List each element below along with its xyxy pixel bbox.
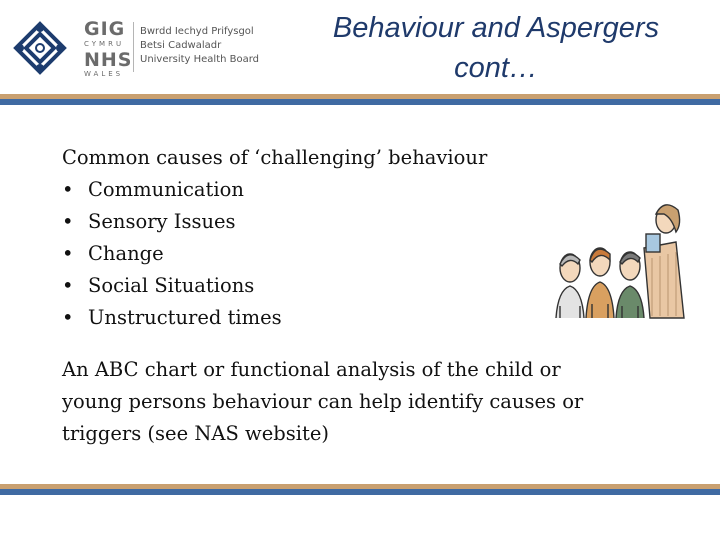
list-item: • Communication	[62, 174, 622, 206]
celtic-knot-logo-icon	[12, 20, 68, 76]
organisation-name	[140, 25, 259, 67]
causes-list	[62, 174, 622, 334]
slide-title	[290, 8, 702, 88]
list-item: • Change	[62, 238, 622, 270]
list-item: • Social Situations	[62, 270, 622, 302]
list-item: • Unstructured times	[62, 302, 622, 334]
teacher-figure	[644, 205, 684, 318]
org-line-2: Betsi Cadwaladr	[140, 40, 222, 51]
footer-divider-blue	[0, 489, 720, 495]
logo-nhs: NHS	[84, 49, 133, 71]
abc-chart-paragraph: An ABC chart or functional analysis of the child or young persons behaviour can help identify causes or triggers (see NAS website)	[62, 358, 584, 445]
gig-nhs-wordmark	[84, 20, 133, 78]
child-figure-2	[586, 248, 614, 318]
child-figure-3	[616, 252, 644, 318]
org-line-1: Bwrdd Iechyd Prifysgol	[140, 26, 254, 37]
classroom-cartoon-illustration	[552, 198, 698, 322]
org-line-3: University Health Board	[140, 54, 260, 65]
logo-divider	[133, 22, 134, 72]
slide-body	[62, 142, 622, 450]
logo-gig: GIG	[84, 18, 126, 40]
intro-text: Common causes of ‘challenging’ behaviour	[62, 146, 488, 169]
logo-cymru: CYMRU	[84, 40, 125, 48]
title-line-2: cont…	[454, 52, 538, 84]
child-figure-1	[556, 254, 584, 318]
header-divider-blue	[0, 99, 720, 105]
title-line-1: Behaviour and Aspergers	[332, 12, 660, 44]
logo-wales: WALES	[84, 70, 124, 78]
list-item: • Sensory Issues	[62, 206, 622, 238]
health-board-logo	[12, 16, 260, 80]
